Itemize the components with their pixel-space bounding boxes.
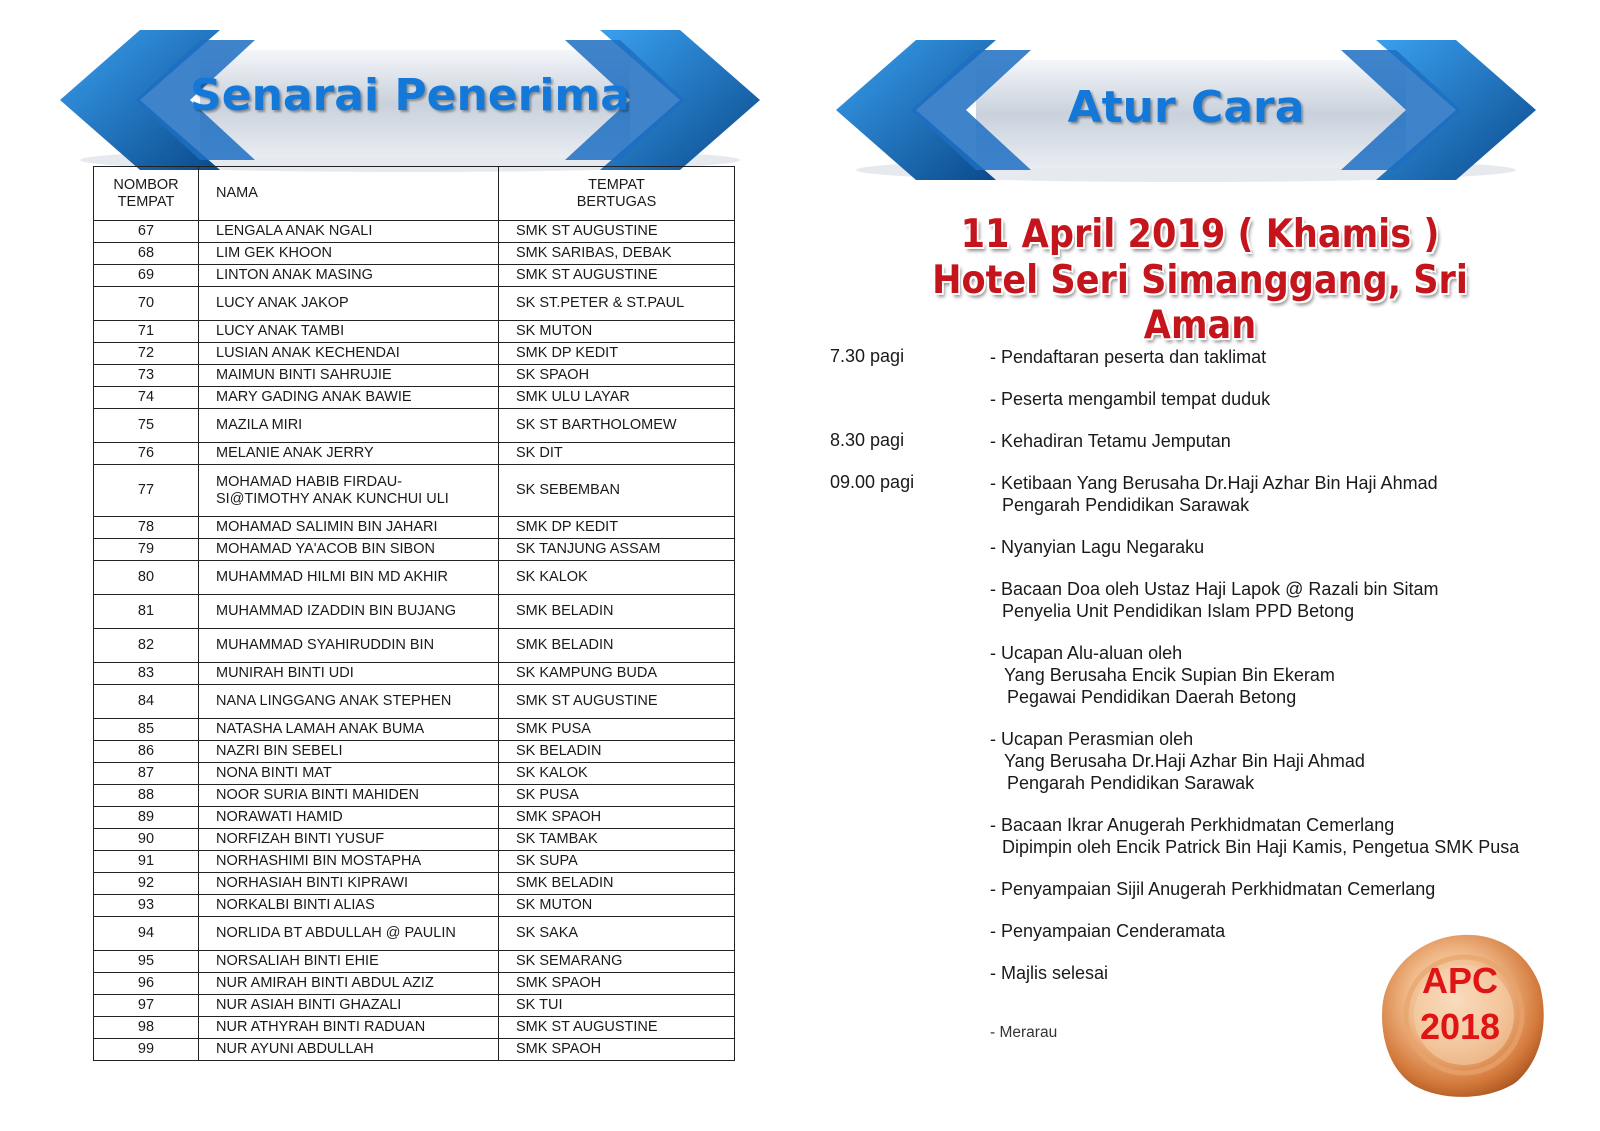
agenda-item: - Nyanyian Lagu Negaraku xyxy=(990,537,1205,557)
agenda-item: - Ucapan Alu-aluan oleh Yang Berusaha Encik Supian Bin Ekeram Pegawai Pendidikan Daerah Betong xyxy=(990,643,1335,707)
agenda-time: 09.00 pagi xyxy=(830,472,915,492)
table-row: 72 LUSIAN ANAK KECHENDAI SMK DP KEDIT xyxy=(94,343,735,365)
left-banner-title: Senarai Penerima xyxy=(190,70,630,121)
table-row: 69 LINTON ANAK MASING SMK ST AUGUSTINE xyxy=(94,265,735,287)
agenda-item: - Bacaan Ikrar Anugerah Perkhidmatan Cemerlang Dipimpin oleh Encik Patrick Bin Haji Kamis, Pengetua SMK Pusa xyxy=(990,815,1520,857)
table-row: 73 MAIMUN BINTI SAHRUJIE SK SPAOH xyxy=(94,365,735,387)
table-row: 80 MUHAMMAD HILMI BIN MD AKHIR SK KALOK xyxy=(94,561,735,595)
table-header-row xyxy=(94,167,735,221)
agenda-time: 8.30 pagi xyxy=(830,430,905,450)
table-row: 67 LENGALA ANAK NGALI SMK ST AUGUSTINE xyxy=(94,221,735,243)
table-row: 85 NATASHA LAMAH ANAK BUMA SMK PUSA xyxy=(94,719,735,741)
left-banner xyxy=(60,30,760,180)
table-row: 75 MAZILA MIRI SK ST BARTHOLOMEW xyxy=(94,409,735,443)
table-row: 92 NORHASIAH BINTI KIPRAWI SMK BELADIN xyxy=(94,873,735,895)
table-row: 71 LUCY ANAK TAMBI SK MUTON xyxy=(94,321,735,343)
table-row: 82 MUHAMMAD SYAHIRUDDIN BIN SMK BELADIN xyxy=(94,629,735,663)
seal-text-line1: APC xyxy=(1421,960,1498,1001)
table-row: 88 NOOR SURIA BINTI MAHIDEN SK PUSA xyxy=(94,785,735,807)
table-row: 89 NORAWATI HAMID SMK SPAOH xyxy=(94,807,735,829)
right-banner-title: Atur Cara xyxy=(1067,82,1305,133)
table-row: 98 NUR ATHYRAH BINTI RADUAN SMK ST AUGUSTINE xyxy=(94,1017,735,1039)
agenda-item: - Penyampaian Cenderamata xyxy=(990,921,1226,941)
table-row: 78 MOHAMAD SALIMIN BIN JAHARI SMK DP KEDIT xyxy=(94,517,735,539)
header-name: NAMA xyxy=(199,167,499,221)
table-row: 70 LUCY ANAK JAKOP SK ST.PETER & ST.PAUL xyxy=(94,287,735,321)
agenda-item: - Majlis selesai xyxy=(990,963,1109,983)
event-date: 11 April 2019 ( Khamis ) xyxy=(960,212,1440,257)
table-row: 76 MELANIE ANAK JERRY SK DIT xyxy=(94,443,735,465)
agenda-item: 7.30 pagi - Pendaftaran peserta dan taklimat xyxy=(830,346,1267,367)
table-row: 90 NORFIZAH BINTI YUSUF SK TAMBAK xyxy=(94,829,735,851)
agenda-time: 7.30 pagi xyxy=(830,346,905,366)
right-banner xyxy=(836,40,1536,190)
header-number: NOMBOR TEMPAT xyxy=(94,167,199,221)
table-row: 86 NAZRI BIN SEBELI SK BELADIN xyxy=(94,741,735,763)
agenda-item: - Penyampaian Sijil Anugerah Perkhidmatan Cemerlang xyxy=(990,879,1436,899)
agenda-item: 09.00 pagi - Ketibaan Yang Berusaha Dr.Haji Azhar Bin Haji Ahmad Pengarah Pendidikan Sarawak xyxy=(830,472,1438,515)
table-row: 94 NORLIDA BT ABDULLAH @ PAULIN SK SAKA xyxy=(94,917,735,951)
agenda-list xyxy=(830,346,1570,1004)
recipient-table xyxy=(93,166,735,1061)
table-row: 87 NONA BINTI MAT SK KALOK xyxy=(94,763,735,785)
table-row: 68 LIM GEK KHOON SMK SARIBAS, DEBAK xyxy=(94,243,735,265)
table-row: 83 MUNIRAH BINTI UDI SK KAMPUNG BUDA xyxy=(94,663,735,685)
header-place: TEMPAT BERTUGAS xyxy=(499,167,735,221)
table-row: 97 NUR ASIAH BINTI GHAZALI SK TUI xyxy=(94,995,735,1017)
event-venue: Hotel Seri Simanggang, Sri Aman xyxy=(932,258,1468,348)
table-row: 79 MOHAMAD YA'ACOB BIN SIBON SK TANJUNG ASSAM xyxy=(94,539,735,561)
table-row: 96 NUR AMIRAH BINTI ABDUL AZIZ SMK SPAOH xyxy=(94,973,735,995)
table-row: 91 NORHASHIMI BIN MOSTAPHA SK SUPA xyxy=(94,851,735,873)
table-row: 95 NORSALIAH BINTI EHIE SK SEMARANG xyxy=(94,951,735,973)
agenda-item: - Ucapan Perasmian oleh Yang Berusaha Dr.Haji Azhar Bin Haji Ahmad Pengarah Pendidikan Sarawak xyxy=(990,729,1365,793)
agenda-item: 8.30 pagi - Kehadiran Tetamu Jemputan xyxy=(830,430,1231,451)
agenda-closing: - Merarau xyxy=(990,1024,1058,1041)
table-row: 99 NUR AYUNI ABDULLAH SMK SPAOH xyxy=(94,1039,735,1061)
seal-text-line2: 2018 xyxy=(1419,1006,1501,1047)
agenda-item: - Peserta mengambil tempat duduk xyxy=(990,389,1271,409)
table-row: 84 NANA LINGGANG ANAK STEPHEN SMK ST AUGUSTINE xyxy=(94,685,735,719)
agenda-item: - Bacaan Doa oleh Ustaz Haji Lapok @ Razali bin Sitam Penyelia Unit Pendidikan Islam PPD Betong xyxy=(990,579,1439,621)
table-row: 74 MARY GADING ANAK BAWIE SMK ULU LAYAR xyxy=(94,387,735,409)
table-row: 81 MUHAMMAD IZADDIN BIN BUJANG SMK BELADIN xyxy=(94,595,735,629)
table-row: 77 MOHAMAD HABIB FIRDAU- SI@TIMOTHY ANAK KUNCHUI ULI SK SEBEMBAN xyxy=(94,465,735,517)
table-row: 93 NORKALBI BINTI ALIAS SK MUTON xyxy=(94,895,735,917)
